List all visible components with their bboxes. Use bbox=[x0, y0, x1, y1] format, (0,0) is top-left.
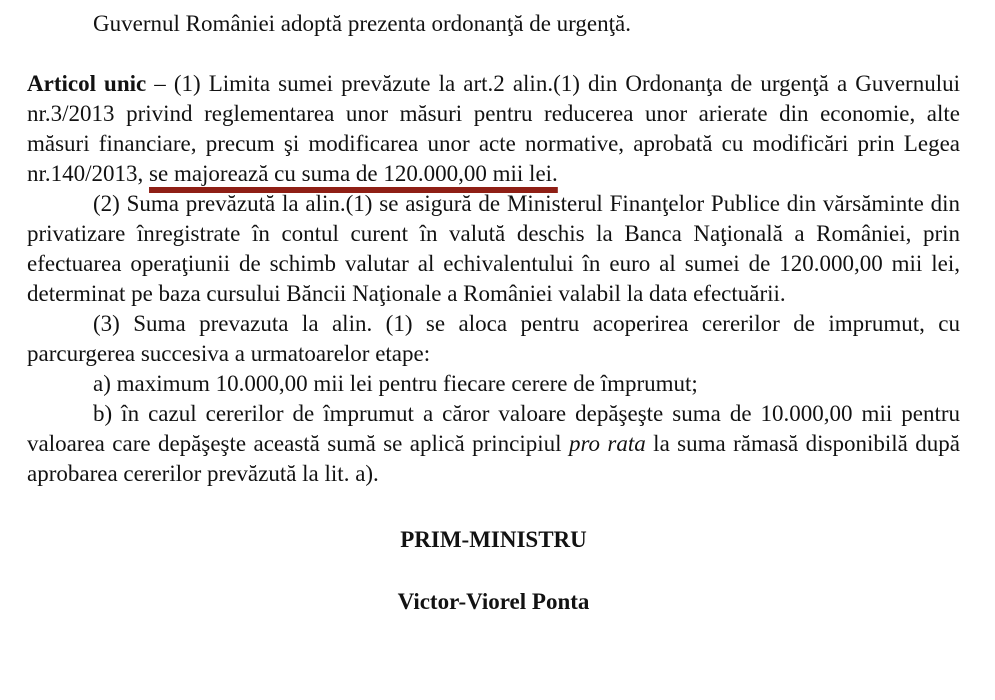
signature-block bbox=[27, 525, 960, 617]
intro-text: Guvernul României adoptă prezenta ordonanţă de urgenţă. bbox=[93, 11, 631, 36]
paragraph-alin-2 bbox=[27, 189, 960, 309]
signature-role: PRIM-MINISTRU bbox=[400, 527, 587, 552]
list-item-b bbox=[27, 399, 960, 489]
item-a-text: a) maximum 10.000,00 mii lei pentru fiecare cerere de împrumut; bbox=[93, 371, 698, 396]
intro-paragraph bbox=[27, 9, 960, 39]
alin-3-text: (3) Suma prevazuta la alin. (1) se aloca pentru acoperirea cererilor de imprumut, cu parcurgerea succesiva a urmatoarelor etape: bbox=[27, 311, 960, 366]
alin-2-text: (2) Suma prevăzută la alin.(1) se asigură de Ministerul Finanţelor Publice din vărsăminte din privatizare înregistrate în contul curent în valută deschis la Banca Naţională a României, prin efectuarea operaţiunii de schimb valutar al echivalentului în euro al sumei de 120.000,00 mii lei, determinat pe baza cursului Băncii Naţionale a României valabil la data efectuării. bbox=[27, 191, 960, 306]
red-underlined-amount-text: se majorează cu suma de 120.000,00 mii lei. bbox=[149, 161, 558, 186]
article-unic-paragraph bbox=[27, 69, 960, 189]
item-b-text-after: la suma rămasă disponibilă după aprobarea cererilor prevăzută la lit. a). bbox=[27, 431, 960, 486]
article-label: Articol unic bbox=[27, 71, 147, 96]
paragraph-alin-3 bbox=[27, 309, 960, 369]
signature-name: Victor-Viorel Ponta bbox=[397, 589, 590, 614]
item-b-text-before: b) în cazul cererilor de împrumut a căror valoare depăşeşte suma de 10.000,00 mii pentru valoarea care depăşeşte această sumă se aplică principiul bbox=[27, 401, 960, 456]
article-body-text: – (1) Limita sumei prevăzute la art.2 alin.(1) din Ordonanţa de urgenţă a Guvernului nr.3/2013 privind reglementarea unor măsuri pentru reducerea unor arierate din economie, alte măsuri financiare, precum şi modificarea unor acte normative, aprobată cu modificări prin Legea nr.140/2013, bbox=[27, 71, 960, 186]
list-item-a bbox=[27, 369, 960, 399]
pro-rata-italic-text: pro rata bbox=[568, 431, 646, 456]
